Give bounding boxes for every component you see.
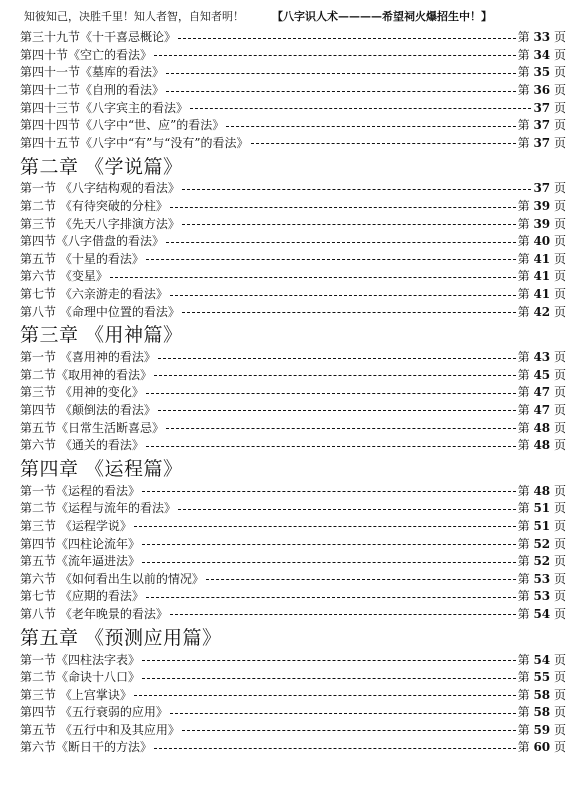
chapter-heading: 第二章 《学说篇》 — [20, 155, 183, 178]
toc-entry[interactable] — [20, 348, 566, 366]
page-suffix: 页 — [553, 135, 566, 150]
page-number: 43 — [533, 350, 551, 365]
toc-entry[interactable] — [20, 605, 566, 623]
dotted-leader — [178, 38, 516, 39]
toc-entry-title: 第六节 《如何看出生以前的情况》 — [20, 571, 204, 586]
toc-entry[interactable] — [20, 383, 566, 401]
toc-entry[interactable] — [20, 685, 566, 703]
toc-entry-title: 第五节 《十星的看法》 — [20, 251, 144, 266]
dotted-leader — [142, 660, 516, 661]
dotted-leader — [166, 428, 516, 429]
page-number: 36 — [533, 83, 551, 98]
page-suffix: 页 — [553, 47, 566, 62]
page-number: 35 — [533, 65, 551, 80]
page-prefix: 第 — [517, 216, 530, 231]
toc-entry-title: 第一节《四柱法字表》 — [20, 652, 141, 667]
toc-entry-title: 第四节 《颠倒法的看法》 — [20, 402, 156, 417]
toc-page-ref — [518, 499, 566, 516]
table-of-contents — [20, 28, 566, 756]
page-suffix: 页 — [553, 606, 566, 621]
dotted-leader — [170, 207, 516, 208]
toc-entry-title: 第七节 《六亲游走的看法》 — [20, 287, 168, 302]
toc-entry-title: 第三节 《先天八字排演方法》 — [20, 216, 180, 231]
toc-entry-title: 第八节 《老年晚景的看法》 — [20, 606, 168, 621]
dotted-leader — [142, 544, 516, 545]
dotted-leader — [146, 446, 516, 447]
page-number: 48 — [533, 483, 551, 498]
toc-entry[interactable] — [20, 214, 566, 232]
dotted-leader — [166, 242, 516, 243]
page-suffix: 页 — [553, 234, 566, 249]
page-number: 52 — [533, 554, 551, 569]
page-suffix: 页 — [553, 554, 566, 569]
page-prefix: 第 — [517, 287, 530, 302]
toc-page-ref — [518, 570, 566, 587]
page-prefix: 第 — [517, 606, 530, 621]
page-suffix: 页 — [553, 722, 566, 737]
page-number: 42 — [533, 304, 551, 319]
toc-page-ref — [518, 517, 566, 534]
toc-entry-title: 第四节《八字借盘的看法》 — [20, 234, 165, 249]
page-number: 48 — [533, 438, 551, 453]
toc-entry-title: 第四十三节《八字宾主的看法》 — [20, 100, 189, 115]
page-number: 47 — [533, 385, 551, 400]
page-prefix: 第 — [517, 571, 530, 586]
toc-entry[interactable] — [20, 569, 566, 587]
toc-page-ref — [518, 668, 566, 685]
chapter-heading: 第三章 《用神篇》 — [20, 324, 183, 347]
page-number: 40 — [533, 234, 551, 249]
toc-page-ref — [518, 63, 566, 80]
dotted-leader — [182, 224, 516, 225]
page-number: 39 — [533, 216, 551, 231]
toc-entry[interactable] — [20, 366, 566, 384]
page-number: 47 — [533, 402, 551, 417]
page-number: 52 — [533, 536, 551, 551]
toc-page-ref — [518, 721, 566, 738]
page-prefix: 第 — [517, 385, 530, 400]
page-suffix: 页 — [553, 83, 566, 98]
page-prefix: 第 — [517, 234, 530, 249]
dotted-leader — [146, 259, 516, 260]
page-prefix: 第 — [517, 740, 530, 755]
toc-page-ref — [518, 46, 566, 63]
toc-page-ref — [518, 348, 566, 365]
page-suffix: 页 — [553, 438, 566, 453]
toc-entry-title: 第六节 《变星》 — [20, 269, 108, 284]
page-suffix: 页 — [553, 518, 566, 533]
page-number: 54 — [533, 606, 551, 621]
page-number: 37 — [533, 135, 551, 150]
toc-entry[interactable] — [20, 134, 566, 152]
page-prefix: 第 — [517, 483, 530, 498]
toc-entry[interactable] — [20, 232, 566, 250]
toc-page-ref — [518, 587, 566, 604]
page-number: 59 — [533, 722, 551, 737]
toc-entry-title: 第四节 《五行衰弱的应用》 — [20, 705, 168, 720]
page-suffix: 页 — [553, 100, 566, 115]
page-prefix: 第 — [517, 554, 530, 569]
page-suffix: 页 — [553, 216, 566, 231]
page-suffix: 页 — [553, 181, 566, 196]
toc-entry[interactable] — [20, 436, 566, 454]
toc-entry-title: 第二节 《有待突破的分柱》 — [20, 199, 168, 214]
toc-entry-title: 第二节《取用神的看法》 — [20, 367, 153, 382]
page-number: 54 — [533, 652, 551, 667]
page-number: 41 — [533, 287, 551, 302]
toc-page-ref — [518, 303, 566, 320]
toc-entry-title: 第二节《运程与流年的看法》 — [20, 501, 177, 516]
toc-entry[interactable] — [20, 499, 566, 517]
toc-entry[interactable] — [20, 534, 566, 552]
toc-entry-title: 第四十一节《墓库的看法》 — [20, 65, 165, 80]
toc-page-ref — [518, 366, 566, 383]
toc-entry-title: 第一节 《八字结构观的看法》 — [20, 181, 180, 196]
toc-entry-title: 第六节 《通关的看法》 — [20, 438, 144, 453]
toc-entry[interactable] — [20, 116, 566, 134]
page-prefix: 第 — [517, 118, 530, 133]
header-slogan: 知彼知己，决胜千里！知人者智，自知者明！ — [24, 10, 244, 23]
dotted-leader — [146, 597, 516, 598]
toc-page-ref — [518, 651, 566, 668]
toc-entry-title: 第一节 《喜用神的看法》 — [20, 350, 156, 365]
dotted-leader — [154, 375, 516, 376]
toc-page-ref — [518, 401, 566, 418]
toc-page-ref — [518, 285, 566, 302]
dotted-leader — [110, 277, 516, 278]
toc-entry[interactable] — [20, 587, 566, 605]
page-suffix: 页 — [553, 705, 566, 720]
page-suffix: 页 — [553, 367, 566, 382]
toc-entry-title: 第四十四节《八字中“世、应”的看法》 — [20, 118, 225, 133]
toc-entry-title: 第四十五节《八字中“有”与“没有”的看法》 — [20, 135, 249, 150]
toc-entry-title: 第一节《运程的看法》 — [20, 483, 141, 498]
page-suffix: 页 — [553, 199, 566, 214]
dotted-leader — [134, 526, 516, 527]
dotted-leader — [178, 509, 516, 510]
page-prefix: 第 — [517, 199, 530, 214]
page-prefix: 第 — [517, 83, 530, 98]
page-suffix: 页 — [553, 652, 566, 667]
dotted-leader — [158, 410, 516, 411]
page-suffix: 页 — [553, 269, 566, 284]
toc-entry-title: 第三节 《运程学说》 — [20, 518, 132, 533]
dotted-leader — [142, 491, 516, 492]
toc-entry[interactable] — [20, 401, 566, 419]
page-number: 37 — [533, 100, 551, 115]
dotted-leader — [182, 730, 516, 731]
dotted-leader — [170, 614, 516, 615]
toc-entry-title: 第三节 《用神的变化》 — [20, 385, 144, 400]
page-number: 55 — [533, 670, 551, 685]
toc-entry-title: 第三十九节《十干喜忌概论》 — [20, 30, 177, 45]
toc-page-ref — [518, 215, 566, 232]
page-prefix: 第 — [517, 670, 530, 685]
toc-page-ref — [518, 535, 566, 552]
toc-page-ref — [518, 81, 566, 98]
page-suffix: 页 — [553, 536, 566, 551]
toc-entry[interactable] — [20, 738, 566, 756]
page-number: 45 — [533, 367, 551, 382]
toc-entry-title: 第三节 《上宫掌诀》 — [20, 687, 132, 702]
page-number: 41 — [533, 251, 551, 266]
page-suffix: 页 — [553, 571, 566, 586]
page-suffix: 页 — [553, 385, 566, 400]
page-number: 37 — [533, 181, 551, 196]
toc-entry[interactable] — [20, 28, 566, 46]
page-prefix: 第 — [517, 367, 530, 382]
toc-entry[interactable] — [20, 418, 566, 436]
page-header — [20, 4, 566, 28]
dotted-leader — [154, 55, 516, 56]
dotted-leader — [158, 358, 516, 359]
toc-page-ref — [518, 232, 566, 249]
toc-entry[interactable] — [20, 46, 566, 64]
dotted-leader — [166, 91, 516, 92]
toc-entry[interactable] — [20, 179, 566, 197]
toc-page-ref — [518, 419, 566, 436]
page-number: 48 — [533, 420, 551, 435]
page-number: 53 — [533, 589, 551, 604]
page-prefix: 第 — [517, 350, 530, 365]
page-prefix: 第 — [517, 687, 530, 702]
page-suffix: 页 — [553, 589, 566, 604]
dotted-leader — [226, 126, 515, 127]
page-suffix: 页 — [553, 118, 566, 133]
dotted-leader — [170, 295, 516, 296]
page-prefix: 第 — [517, 47, 530, 62]
toc-entry-title: 第八节 《命理中位置的看法》 — [20, 304, 180, 319]
page-number: 37 — [533, 118, 551, 133]
toc-entry[interactable] — [20, 81, 566, 99]
page-suffix: 页 — [553, 420, 566, 435]
page-prefix: 第 — [517, 304, 530, 319]
toc-entry-title: 第四十二节《自刑的看法》 — [20, 83, 165, 98]
toc-entry[interactable] — [20, 250, 566, 268]
toc-page-ref — [518, 686, 566, 703]
page-prefix: 第 — [517, 420, 530, 435]
page-number: 41 — [533, 269, 551, 284]
toc-page-ref — [533, 99, 566, 116]
page-number: 34 — [533, 47, 551, 62]
page-suffix: 页 — [553, 687, 566, 702]
header-banner: 【八字识人术————希望祠火爆招生中！】 — [272, 10, 492, 23]
page-number: 60 — [533, 740, 551, 755]
page-suffix: 页 — [553, 65, 566, 80]
toc-entry-title: 第五节 《五行中和及其应用》 — [20, 722, 180, 737]
toc-page-ref — [518, 703, 566, 720]
page-suffix: 页 — [553, 251, 566, 266]
toc-entry[interactable] — [20, 703, 566, 721]
toc-page-ref — [518, 116, 566, 133]
toc-page-ref — [518, 197, 566, 214]
toc-page-ref — [518, 383, 566, 400]
page-prefix: 第 — [517, 438, 530, 453]
page-prefix: 第 — [517, 536, 530, 551]
dotted-leader — [251, 143, 516, 144]
page-number: 51 — [533, 518, 551, 533]
toc-entry[interactable] — [20, 517, 566, 535]
page-prefix: 第 — [517, 402, 530, 417]
toc-entry[interactable] — [20, 668, 566, 686]
dotted-leader — [134, 695, 516, 696]
page-suffix: 页 — [553, 402, 566, 417]
page-prefix: 第 — [517, 722, 530, 737]
toc-entry-title: 第六节《断日干的方法》 — [20, 740, 153, 755]
page-suffix: 页 — [553, 287, 566, 302]
page-suffix: 页 — [553, 30, 566, 45]
page-suffix: 页 — [553, 670, 566, 685]
toc-entry[interactable] — [20, 98, 566, 116]
toc-page-ref — [518, 552, 566, 569]
toc-page-ref — [518, 250, 566, 267]
toc-entry[interactable] — [20, 197, 566, 215]
page-number: 39 — [533, 199, 551, 214]
toc-entry[interactable] — [20, 721, 566, 739]
page-prefix: 第 — [517, 251, 530, 266]
page-prefix: 第 — [517, 269, 530, 284]
page-prefix: 第 — [517, 518, 530, 533]
toc-entry[interactable] — [20, 302, 566, 320]
toc-entry[interactable] — [20, 63, 566, 81]
toc-entry[interactable] — [20, 650, 566, 668]
page-number: 51 — [533, 501, 551, 516]
page-suffix: 页 — [553, 304, 566, 319]
dotted-leader — [190, 108, 531, 109]
toc-entry[interactable] — [20, 285, 566, 303]
toc-page-ref — [518, 738, 566, 755]
chapter-heading: 第四章 《运程篇》 — [20, 457, 183, 480]
toc-entry-title: 第五节《流年逼进法》 — [20, 554, 141, 569]
page-prefix: 第 — [517, 65, 530, 80]
page-number: 58 — [533, 705, 551, 720]
page-prefix: 第 — [517, 30, 530, 45]
toc-entry-title: 第二节《命诀十八口》 — [20, 670, 141, 685]
toc-entry[interactable] — [20, 552, 566, 570]
page-prefix: 第 — [517, 705, 530, 720]
toc-entry-title: 第七节 《应期的看法》 — [20, 589, 144, 604]
chapter-heading: 第五章 《预测应用篇》 — [20, 626, 222, 649]
page-prefix: 第 — [517, 652, 530, 667]
dotted-leader — [170, 713, 516, 714]
toc-page-ref — [518, 267, 566, 284]
page-suffix: 页 — [553, 483, 566, 498]
page-prefix: 第 — [517, 501, 530, 516]
page-prefix: 第 — [517, 135, 530, 150]
dotted-leader — [166, 73, 516, 74]
dotted-leader — [142, 562, 516, 563]
page-suffix: 页 — [553, 740, 566, 755]
toc-entry-title: 第四十节《空亡的看法》 — [20, 47, 153, 62]
toc-entry-title: 第五节《日常生活断喜忌》 — [20, 420, 165, 435]
page-number: 33 — [533, 30, 551, 45]
toc-page-ref — [533, 179, 566, 196]
page-number: 58 — [533, 687, 551, 702]
toc-page-ref — [518, 605, 566, 622]
dotted-leader — [182, 312, 516, 313]
toc-entry[interactable] — [20, 267, 566, 285]
dotted-leader — [142, 678, 516, 679]
page-prefix: 第 — [517, 589, 530, 604]
toc-page-ref — [518, 134, 566, 151]
toc-page-ref — [518, 482, 566, 499]
toc-entry[interactable] — [20, 481, 566, 499]
page-suffix: 页 — [553, 501, 566, 516]
dotted-leader — [154, 748, 516, 749]
dotted-leader — [182, 189, 532, 190]
toc-entry-title: 第四节《四柱论流年》 — [20, 536, 141, 551]
toc-page-ref — [518, 436, 566, 453]
dotted-leader — [146, 393, 516, 394]
page-suffix: 页 — [553, 350, 566, 365]
toc-page-ref — [518, 28, 566, 45]
dotted-leader — [206, 579, 516, 580]
page-number: 53 — [533, 571, 551, 586]
